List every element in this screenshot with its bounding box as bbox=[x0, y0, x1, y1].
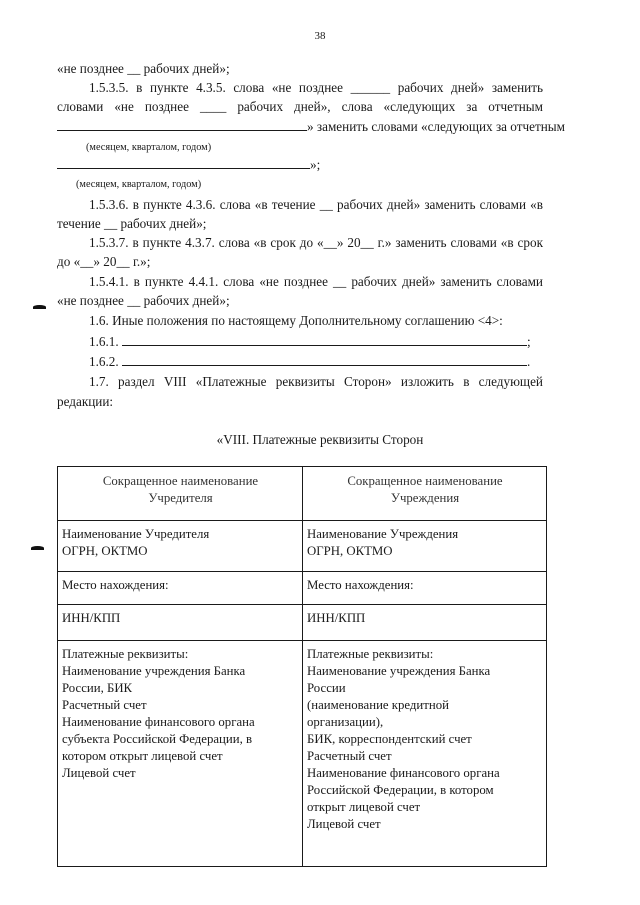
table-row bbox=[58, 572, 547, 605]
clause-1-5-3-7: 1.5.3.7. в пункте 4.3.7. слова «в срок до «__» 20__ г.» заменить словами «в срок bbox=[89, 235, 543, 250]
clause-1-5-3-5: 1.5.3.5. в пункте 4.3.5. слова «не позднее ______ рабочих дней» заменить bbox=[89, 80, 543, 95]
clause-1-7: 1.7. раздел VIII «Платежные реквизиты Сторон» изложить в следующей bbox=[89, 374, 543, 389]
text-fragment: 1.6.1. bbox=[89, 334, 119, 349]
caption: (месяцем, кварталом, годом) bbox=[86, 142, 212, 153]
clause-1-5-4-1: 1.5.4.1. в пункте 4.4.1. слова «не позднее __ рабочих дней» заменить словами bbox=[89, 274, 543, 289]
caption: (месяцем, кварталом, годом) bbox=[76, 179, 202, 190]
table-row bbox=[58, 467, 547, 521]
table-cell: Платежные реквизиты: Наименование учреждения Банка России (наименование кредитной организации), БИК, корреспондентский счет Расчетный счет Наименование финансового органа Российской Федерации, в котором открыт лицевой счет Лицевой счет bbox=[303, 641, 547, 867]
table-cell: ИНН/КПП bbox=[303, 605, 547, 641]
page-number: 38 bbox=[314, 30, 326, 42]
table-row bbox=[58, 641, 547, 867]
blank-line bbox=[122, 354, 527, 366]
text-fragment: ; bbox=[526, 334, 531, 349]
text-fragment: » заменить словами «следующих за отчетным bbox=[307, 119, 565, 134]
clause-1-6: 1.6. Иные положения по настоящему Дополнительному соглашению <4>: bbox=[89, 313, 503, 328]
text-line: «не позднее __ рабочих дней»; bbox=[57, 61, 230, 76]
table-cell: Место нахождения: bbox=[58, 572, 303, 605]
clause-1-5-3-5-cont bbox=[57, 118, 565, 135]
clause-1-5-3-6-cont: течение __ рабочих дней»; bbox=[57, 216, 207, 231]
requisites-table bbox=[57, 466, 547, 867]
clause-1-5-4-1-cont: «не позднее __ рабочих дней»; bbox=[57, 293, 230, 308]
scan-mark bbox=[31, 546, 44, 550]
scan-mark bbox=[33, 305, 46, 309]
table-cell: Наименование Учредителя ОГРН, ОКТМО bbox=[58, 521, 303, 572]
table-cell: Сокращенное наименование Учредителя bbox=[58, 467, 303, 521]
table-cell: Платежные реквизиты: Наименование учреждения Банка России, БИК Расчетный счет Наименование финансового органа субъекта Российской Федерации, в котором открыт лицевой счет Лицевой счет bbox=[58, 641, 303, 867]
table-row bbox=[58, 521, 547, 572]
text-fragment: . bbox=[526, 354, 531, 369]
clause-1-7-cont: редакции: bbox=[57, 394, 114, 409]
text-fragment: »; bbox=[310, 157, 321, 172]
clause-1-6-2 bbox=[89, 353, 530, 370]
table-cell: Сокращенное наименование Учреждения bbox=[303, 467, 547, 521]
section-heading: «VIII. Платежные реквизиты Сторон bbox=[216, 432, 424, 447]
clause-1-5-3-6: 1.5.3.6. в пункте 4.3.6. слова «в течение __ рабочих дней» заменить словами «в bbox=[89, 197, 543, 212]
blank-line bbox=[122, 334, 527, 346]
clause-1-5-3-7-cont: до «__» 20__ г.»; bbox=[57, 254, 151, 269]
clause-1-5-3-5-cont bbox=[57, 156, 320, 173]
blank-line bbox=[57, 119, 307, 131]
table-cell: Место нахождения: bbox=[303, 572, 547, 605]
clause-1-6-1 bbox=[89, 333, 531, 350]
table-cell: ИНН/КПП bbox=[58, 605, 303, 641]
clause-1-5-3-5-cont: словами «не позднее ____ рабочих дней», слова «следующих за отчетным bbox=[57, 99, 543, 114]
table-row bbox=[58, 605, 547, 641]
blank-line bbox=[57, 157, 310, 169]
table-cell: Наименование Учреждения ОГРН, ОКТМО bbox=[303, 521, 547, 572]
text-fragment: 1.6.2. bbox=[89, 354, 119, 369]
